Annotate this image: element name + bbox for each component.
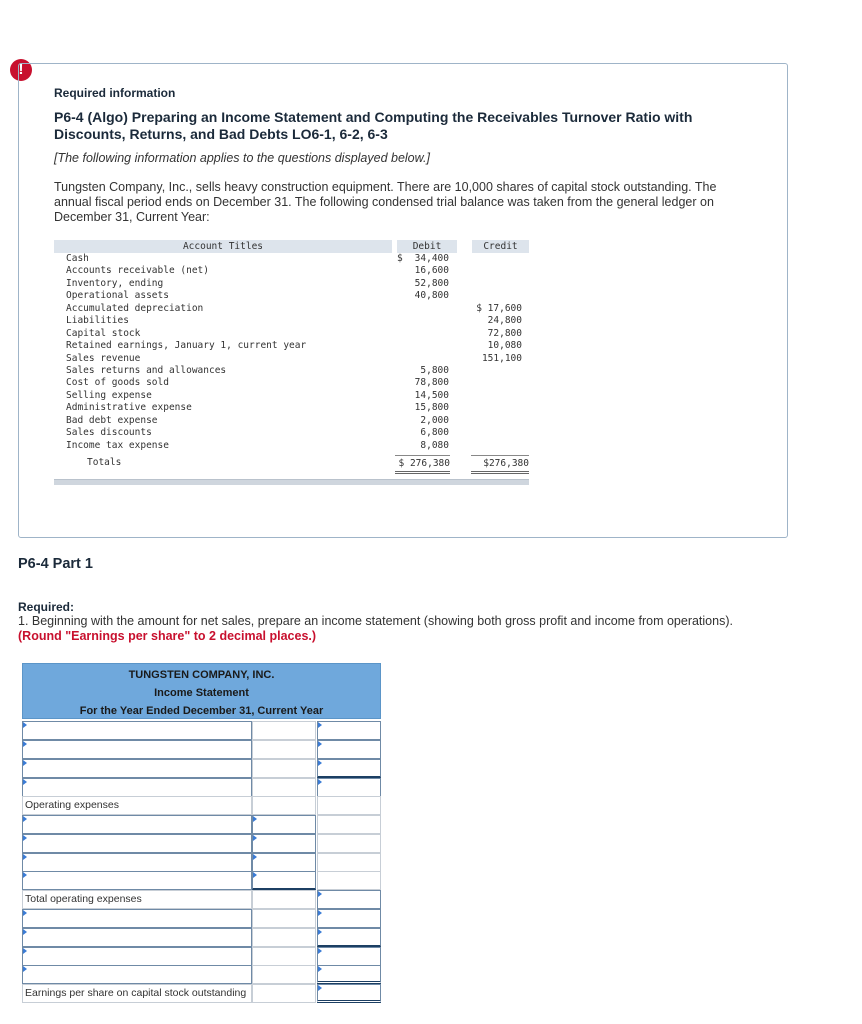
income-statement-row [22,928,381,947]
total-credit: $276,380 [471,455,529,474]
blank-cell [252,778,316,797]
account-title: Retained earnings, January 1, current year [66,340,307,352]
income-statement-row [22,984,381,1003]
debit-amount: 52,800 [414,277,449,289]
account-title: Cash [66,253,89,264]
amount-input[interactable] [317,984,381,1003]
company-name: TUNGSTEN COMPANY, INC. [128,669,275,681]
required-information-heading: Required information [54,86,176,100]
blank-cell [317,871,381,890]
account-title: Sales discounts [66,427,152,439]
blank-cell [252,928,316,947]
statement-name: Income Statement [154,687,249,699]
debit-amount: 15,800 [414,402,449,414]
header-credit: Credit [472,240,529,253]
income-statement-row [22,965,381,984]
trial-balance-row [54,415,529,427]
trial-balance-row [54,290,529,302]
account-title: Operational assets [66,290,169,302]
trial-balance-row [54,303,529,315]
blank-cell [317,796,381,815]
rounding-note: (Round "Earnings per share" to 2 decimal places.) [18,629,317,643]
debit-amount: 40,800 [414,290,449,302]
account-title: Inventory, ending [66,277,164,289]
part-title: P6-4 Part 1 [18,556,93,572]
account-title: Bad debt expense [66,414,158,426]
account-title: Sales revenue [66,352,141,364]
total-debit: $ 276,380 [395,455,450,474]
account-title: Accounts receivable (net) [66,265,209,277]
alert-icon: ! [10,59,32,81]
account-select-field[interactable] [22,815,252,834]
income-statement-row [22,796,381,815]
trial-balance-table [54,240,529,470]
blank-cell [252,740,316,759]
debit-amount: 5,800 [420,364,449,376]
blank-cell [252,890,316,909]
amount-input[interactable] [252,834,316,853]
blank-cell [252,721,316,740]
income-statement-row [22,909,381,928]
account-select-field[interactable] [22,928,252,947]
income-statement-row [22,853,381,872]
account-select-field[interactable] [22,778,252,797]
header-account-titles: Account Titles [54,240,392,253]
account-title: Selling expense [66,389,152,401]
income-statement-row [22,721,381,740]
account-select-field[interactable] [22,853,252,872]
account-title: Accumulated depreciation [66,302,204,314]
credit-amount: 24,800 [487,315,522,327]
amount-input[interactable] [317,740,381,759]
blank-cell [252,984,316,1003]
blank-cell [252,909,316,928]
problem-intro: Tungsten Company, Inc., sells heavy construction equipment. There are 10,000 shares of capital stock outstanding. The annual fiscal period ends on December 31. The following condensed trial balance was taken from the general ledger on December 31, Current Year: [54,180,717,224]
trial-balance-row [54,353,529,365]
blank-cell [252,947,316,966]
credit-amount: 72,800 [487,327,522,339]
income-statement-row [22,871,381,890]
statement-period: For the Year Ended December 31, Current Year [79,705,324,717]
account-title: Sales returns and allowances [66,364,227,376]
required-text: 1. Beginning with the amount for net sales, prepare an income statement (showing both gross profit and income from operations). [18,614,733,628]
trial-balance-row [54,402,529,414]
account-title: Liabilities [66,315,129,327]
account-title: Administrative expense [66,402,192,414]
credit-amount: 151,100 [481,352,522,364]
problem-title: P6-4 (Algo) Preparing an Income Statement and Computing the Receivables Turnover Ratio with Discounts, Returns, and Bad Debts LO6-1, 6-2, 6-3 [54,109,693,142]
income-statement-row [22,759,381,778]
trial-balance-row [54,440,529,452]
income-statement-row [22,947,381,966]
debit-amount: 34,400 [414,253,449,264]
blank-cell [252,965,316,984]
debit-amount: 8,080 [420,439,449,451]
trial-balance-row [54,328,529,340]
amount-input[interactable] [317,778,381,797]
account-select-field[interactable] [22,721,252,740]
trial-balance-row [54,340,529,352]
blank-cell [252,759,316,778]
trial-balance-row [54,365,529,377]
table-horizontal-scrollbar[interactable] [54,479,529,485]
income-statement-row [22,890,381,909]
trial-balance-row [54,427,529,439]
trial-balance-total-row [54,455,529,470]
debit-amount: 14,500 [414,389,449,401]
debit-amount: 2,000 [420,414,449,426]
blank-cell [317,834,381,853]
account-select-field[interactable] [22,909,252,928]
debit-amount: 16,600 [414,265,449,277]
income-statement-row [22,834,381,853]
amount-input[interactable] [252,853,316,872]
credit-amount: $ 17,600 [476,302,522,314]
income-statement-header [22,663,381,719]
income-statement-row [22,778,381,797]
income-statement-row [22,815,381,834]
trial-balance-row [54,377,529,389]
header-debit: Debit [397,240,457,253]
eps-label: Earnings per share on capital stock outstanding [22,984,252,1003]
blank-cell [317,815,381,834]
account-select-field[interactable] [22,740,252,759]
total-operating-expenses-label: Total operating expenses [22,890,252,909]
account-select-field[interactable] [22,759,252,778]
amount-input[interactable] [317,890,381,909]
account-select-field[interactable] [22,834,252,853]
amount-input[interactable] [317,759,381,778]
operating-expenses-label: Operating expenses [22,796,252,815]
trial-balance-row [54,315,529,327]
amount-input[interactable] [317,928,381,947]
total-label: Totals [87,457,122,468]
debit-amount: 78,800 [414,377,449,389]
credit-amount: 10,080 [487,340,522,352]
trial-balance-row [54,253,529,265]
amount-input[interactable] [252,815,316,834]
amount-input[interactable] [317,965,381,984]
account-select-field[interactable] [22,965,252,984]
account-title: Capital stock [66,327,141,339]
trial-balance-row [54,278,529,290]
required-information-panel [18,63,788,538]
account-title: Income tax expense [66,439,169,451]
account-select-field[interactable] [22,871,252,890]
income-statement-row [22,740,381,759]
trial-balance-header [54,240,529,253]
amount-input[interactable] [317,721,381,740]
debit-amount: 6,800 [420,427,449,439]
blank-cell [252,796,316,815]
account-select-field[interactable] [22,947,252,966]
amount-input[interactable] [252,871,316,890]
account-title: Cost of goods sold [66,377,169,389]
trial-balance-row [54,265,529,277]
debit-currency-sign: $ [397,253,403,264]
required-label: Required: [18,600,75,614]
amount-input[interactable] [317,909,381,928]
amount-input[interactable] [317,947,381,966]
applies-note: [The following information applies to the questions displayed below.] [54,151,430,165]
blank-cell [317,853,381,872]
trial-balance-row [54,390,529,402]
